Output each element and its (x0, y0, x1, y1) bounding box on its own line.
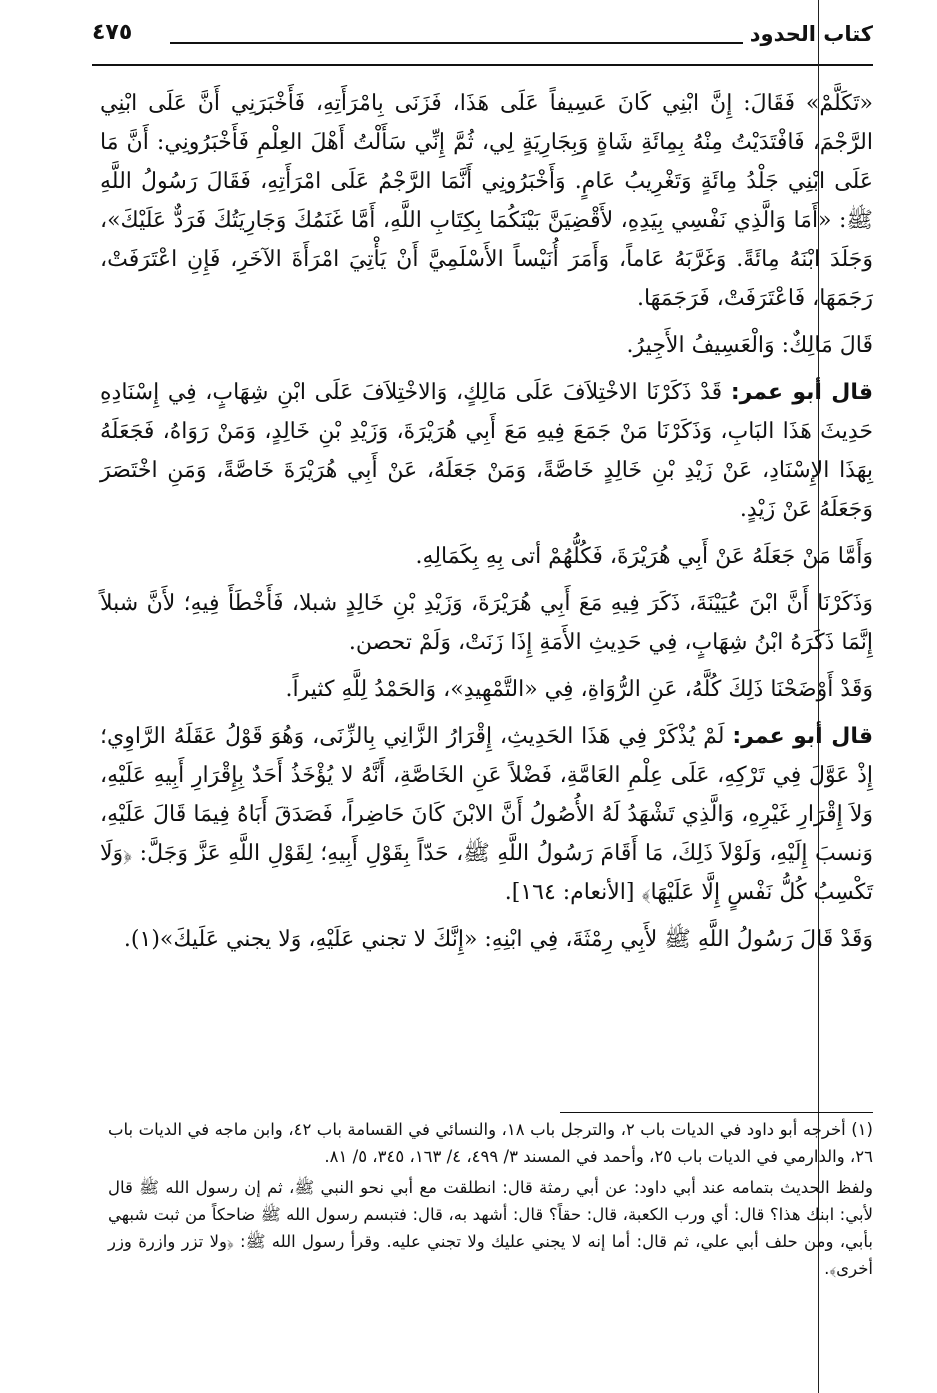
running-header (92, 18, 873, 58)
paragraph (100, 717, 873, 912)
footnote: (١) أخرجه أبو داود في الديات باب ٢، والترجل باب ١٨، والنسائي في القسامة باب ٤٢، وابن ماجه في الديات باب ٢٦، والدارمي في الديات باب ٢٥، وأحمد في المسند ٣/ ٤٩٩، ٤/ ١٦٣، ٣٤٥، ٥/ ٨١. (108, 1120, 873, 1166)
paragraph-text: قَدْ ذَكَرْنَا الاخْتِلاَفَ عَلَى مَالِكٍ، وَالاخْتِلاَفَ عَلَى ابْنِ شِهَابٍ، فِي إِسْنَادِهِ حَدِيثَ هَذَا البَابِ، وَذَكَرْنَا مَنْ جَمَعَ فِيهِ مَعَ أَبِي هُرَيْرَةَ، وَزَيْدِ بْنِ خَالِدٍ، وَمَنْ رَوَاهُ، فَجَعَلَهُ بِهَذَا الإِسْنَادِ، عَنْ زَيْدِ بْنِ خَالِدٍ خَاصَّةً، وَمَنْ جَعَلَهُ، عَنْ أَبِي هُرَيْرَةَ خَاصَّةً، وَمَنِ اخْتَصَرَ وَجَعَلَهُ عَنْ زَيْدٍ. (100, 380, 873, 522)
paragraph-text: قَالَ مَالِكٌ: وَالْعَسِيفُ الأَجِيرُ. (626, 333, 873, 358)
paragraph (100, 373, 873, 529)
paragraph (100, 326, 873, 365)
paragraph (100, 670, 873, 709)
paragraph (100, 920, 873, 959)
page-number: ٤٧٥ (92, 20, 133, 45)
paragraph-text: «تَكَلَّمْ» فَقَالَ: إِنَّ ابْنِي كَانَ عَسِيفاً عَلَى هَذَا، فَزَنَى بِامْرَأَتِهِ، فَأَخْبَرَنِي أَنَّ عَلَى ابْنِي الرَّجْمَ، فَافْتَدَيْتُ مِنْهُ بِمِائَةِ شَاةٍ وَبِجَارِيَةٍ لِي، ثُمَّ إِنِّي سَأَلْتُ أَهْلَ العِلْمِ فَأَخْبَرُونِي: أَنَّ مَا عَلَى ابْنِي جَلْدُ مِائَةٍ وَتَغْرِيبُ عَامٍ. وَأَخْبَرُونِي أَنَّمَا الرَّجْمُ عَلَى امْرَأَتِهِ، فَقَالَ رَسُولُ اللَّهِ ﷺ: «أَمَا وَالَّذِي نَفْسِي بِيَدِهِ، لأَقْضِيَنَّ بَيْنَكُمَا بِكِتَابِ اللَّهِ، أَمَّا غَنَمُكَ وَجَارِيَتُكَ فَرَدٌّ عَلَيْكَ»، وَجَلَدَ ابْنَهُ مِائَةً. وَغَرَّبَهُ عَاماً، وَأَمَرَ أُنَيْساً الأَسْلَمِيَّ أَنْ يَأْتِيَ امْرَأَةَ الآخَرِ، فَإِنِ اعْتَرَفَتْ، رَجَمَهَا، فَاعْتَرَفَتْ، فَرَجَمَهَا. (100, 91, 873, 311)
paragraph-lead: قال أبو عمر: (730, 380, 873, 405)
footnote-separator (560, 1112, 873, 1113)
chapter-title: كتاب الحدود (749, 22, 873, 46)
paragraph-text: وَذَكَرْنَا أَنَّ ابْنَ عُيَيْنَةَ، ذَكَرَ فِيهِ مَعَ أَبِي هُرَيْرَةَ، وَزَيْدِ بْنِ خَالِدٍ شبلا، فَأَخْطَأَ فِيهِ؛ لأَنَّ شبلاً إِنَّمَا ذَكَرَهُ ابْنُ شِهَابٍ، فِي حَدِيثِ الأَمَةِ إِذَا زَنَتْ، وَلَمْ تحصن. (100, 591, 873, 655)
paragraph-text: وَقَدْ قَالَ رَسُولُ اللَّهِ ﷺ لأَبِي رِمْثَةَ، فِي ابْنِهِ: «إِنَّكَ لا تجني عَلَيْهِ، وَلا يجني عَلَيكَ»(١). (123, 927, 873, 952)
footnote: ولفظ الحديث بتمامه عند أبي داود: عن أبي رمثة قال: انطلقت مع أبي نحو النبي ﷺ، ثم إن رسول الله ﷺ قال لأبي: ابنك هذا؟ قال: أي ورب الكعبة، قال: حقاً؟ قال: أشهد به، قال: فتبسم رسول الله ﷺ ضاحكاً من ثبت شبهي بأبي، ومن حلف أبي علي، ثم قال: أما إنه لا يجني عليك ولا تجني عليه. وقرأ رسول الله ﷺ: ﴿ولا تزر وازرة وزر أخرى﴾. (108, 1178, 873, 1278)
paragraph-text: وَأَمَّا مَنْ جَعَلَهُ عَنْ أَبِي هُرَيْرَةَ، فَكُلُّهُمْ أتى بِهِ بِكَمَالِهِ. (415, 544, 873, 569)
paragraph-text: وَقَدْ أَوْضَحْنَا ذَلِكَ كُلَّهُ، عَنِ الرُّوَاةِ، فِي «التَّمْهِيدِ»، وَالحَمْدُ لِلَّهِ كثيراً. (285, 677, 873, 702)
paragraph-lead: قال أبو عمر: (732, 724, 873, 749)
header-inline-rule (170, 42, 743, 44)
header-rule (92, 64, 873, 66)
paragraph (100, 584, 873, 662)
footnotes (108, 1116, 873, 1286)
paragraph (100, 84, 873, 318)
main-text (100, 84, 873, 967)
paragraph-text: لَمْ يُذْكَرْ فِي هَذَا الحَدِيثِ، إِقْرَارُ الزَّانِي بِالزِّنَى، وَهُوَ قَوْلُ عَقَلَهُ الرَّاوِي؛ إِذْ عَوَّلَ فِي تَرْكِهِ، عَلَى عِلْمِ العَامَّةِ، فَضْلاً عَنِ الخَاصَّةِ، أَنَّهُ لا يُؤْخَذُ أَحَدٌ بِإِقْرَارِ أَبِيهِ عَلَيْهِ، وَلاَ إِقْرَارِ غَيْرِهِ، وَالَّذِي تَشْهَدُ لَهُ الأُصُولُ أَنَّ الابْنَ كَانَ حَاضِراً، فَصَدَقَ أَبَاهُ فِيمَا قَالَ عَلَيْهِ، وَنسبَ إِلَيْهِ، وَلَوْلاَ ذَلِكَ، مَا أَقَامَ رَسُولُ اللَّهِ ﷺ، حَدّاً بِقَوْلِ أَبِيهِ؛ لِقَوْلِ اللَّهِ عَزَّ وَجَلَّ: ﴿وَلَا تَكْسِبُ كُلُّ نَفْسٍ إِلَّا عَلَيْهَا﴾ [الأنعام: ١٦٤]. (100, 724, 873, 905)
paragraph (100, 537, 873, 576)
